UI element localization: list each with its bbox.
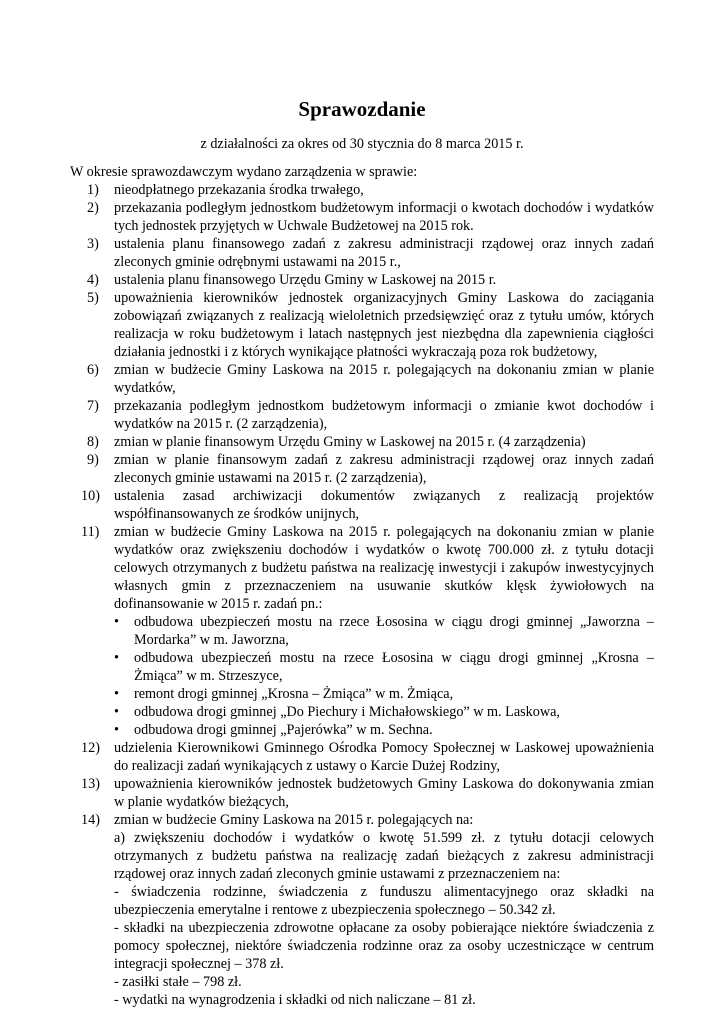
intro-text: W okresie sprawozdawczym wydano zarządzenia w sprawie:	[70, 164, 418, 180]
item-text: ustalenia planu finansowego zadań z zakresu administracji rządowej oraz innych zadań zleconych gminie odrębnymi ustawami na 2015 r.,	[114, 236, 654, 270]
document-subtitle: z działalności za okres od 30 stycznia do 8 marca 2015 r.	[200, 136, 524, 152]
bullet-item	[114, 721, 654, 739]
item-number: 14)	[81, 812, 100, 828]
bullet-text: odbudowa ubezpieczeń mostu na rzece Łososina w ciągu drogi gminnej „Jaworzna – Mordarka” w m. Jaworzna,	[134, 614, 654, 648]
sub-paragraph: - świadczenia rodzinne, świadczenia z funduszu alimentacyjnego oraz składki na ubezpieczenia emerytalne i rentowe z ubezpieczenia społecznego – 50.342 zł.	[114, 884, 654, 918]
item-text: zmian w budżecie Gminy Laskowa na 2015 r. polegających na dokonaniu zmian w planie wydatków oraz zwiększeniu dochodów i wydatków o kwotę 700.000 zł. z tytułu dotacji celowych otrzymanych z budżetu państwa na realizację inwestycji i zakupów inwestycyjnych własnych gmin z przeznaczeniem na usuwanie skutków klęsk żywiołowych na dofinansowanie w 2015 r. zadań pn.:	[114, 524, 654, 612]
item-text: zmian w planie finansowym Urzędu Gminy w Laskowej na 2015 r. (4 zarządzenia)	[114, 434, 586, 450]
item-text: przekazania podległym jednostkom budżetowym informacji o zmianie kwot dochodów i wydatków na 2015 r. (2 zarządzenia),	[114, 398, 654, 432]
ordinance-list	[70, 181, 654, 1009]
item-text: zmian w budżecie Gminy Laskowa na 2015 r. polegających na:	[114, 812, 474, 828]
bullet-text: remont drogi gminnej „Krosna – Żmiąca” w m. Żmiąca,	[134, 686, 454, 702]
sub-paragraph: - składki na ubezpieczenia zdrowotne opłacane za osoby pobierające niektóre świadczenia z pomocy społecznej, niektóre świadczenia rodzinne oraz za osoby uczestniczące w centrum integracji społecznej – 378 zł.	[114, 920, 654, 972]
bullet-icon: •	[114, 686, 119, 702]
item-text: nieodpłatnego przekazania środka trwałego,	[114, 182, 364, 198]
sub-paragraph: a) zwiększeniu dochodów i wydatków o kwotę 51.599 zł. z tytułu dotacji celowych otrzymanych z budżetu państwa na realizację zadań bieżących z zakresu administracji rządowej oraz innych zadań zleconych gminie ustawami z przeznaczeniem na:	[114, 830, 654, 882]
item-number: 1)	[87, 182, 99, 198]
document-page	[70, 96, 654, 1009]
item-number: 4)	[87, 272, 99, 288]
item-number: 3)	[87, 236, 99, 252]
item-text: zmian w budżecie Gminy Laskowa na 2015 r. polegających na dokonaniu zmian w planie wydatków,	[114, 362, 654, 396]
bullet-icon: •	[114, 704, 119, 720]
item-number: 12)	[81, 740, 100, 756]
sub-paragraph: - wydatki na wynagrodzenia i składki od nich naliczane – 81 zł.	[114, 992, 476, 1008]
list-item	[70, 523, 654, 739]
bullet-item	[114, 685, 654, 703]
item-number: 5)	[87, 290, 99, 306]
list-item	[70, 811, 654, 1009]
list-item	[70, 775, 654, 811]
list-item	[70, 289, 654, 361]
list-item	[70, 271, 654, 289]
bullet-icon: •	[114, 614, 119, 630]
item-number: 9)	[87, 452, 99, 468]
bullet-icon: •	[114, 722, 119, 738]
list-item	[70, 433, 654, 451]
sub-paragraph: - zasiłki stałe – 798 zł.	[114, 974, 242, 990]
task-bullet-list	[114, 613, 654, 739]
list-item	[70, 487, 654, 523]
bullet-item	[114, 649, 654, 685]
list-item	[70, 397, 654, 433]
item-number: 6)	[87, 362, 99, 378]
bullet-item	[114, 613, 654, 649]
item-number: 7)	[87, 398, 99, 414]
item-text: upoważnienia kierowników jednostek organizacyjnych Gminy Laskowa do zaciągania zobowiązań związanych z realizacją wieloletnich przedsięwzięć oraz z tytułu umów, których realizacja w roku budżetowym i latach następnych jest niezbędna dla zapewnienia ciągłości działania jednostki i z których wynikające płatności wykraczają poza rok budżetowy,	[114, 290, 654, 360]
bullet-item	[114, 703, 654, 721]
item-number: 13)	[81, 776, 100, 792]
list-item	[70, 739, 654, 775]
item-number: 11)	[81, 524, 100, 540]
bullet-icon: •	[114, 650, 119, 666]
list-item	[70, 199, 654, 235]
item-text: zmian w planie finansowym zadań z zakresu administracji rządowej oraz innych zadań zleconych gminie ustawami na 2015 r. (2 zarządzenia),	[114, 452, 654, 486]
item-number: 10)	[81, 488, 100, 504]
item-number: 8)	[87, 434, 99, 450]
item-text: ustalenia zasad archiwizacji dokumentów związanych z realizacją projektów współfinansowanych ze środków unijnych,	[114, 488, 654, 522]
list-item	[70, 181, 654, 199]
item-text: upoważnienia kierowników jednostek budżetowych Gminy Laskowa do dokonywania zmian w planie wydatków bieżących,	[114, 776, 654, 810]
document-title: Sprawozdanie	[298, 97, 426, 121]
bullet-text: odbudowa ubezpieczeń mostu na rzece Łososina w ciągu drogi gminnej „Krosna – Żmiąca” w m. Strzeszyce,	[134, 650, 654, 684]
item-text: przekazania podległym jednostkom budżetowym informacji o kwotach dochodów i wydatków tych jednostek przyjętych w Uchwale Budżetowej na 2015 rok.	[114, 200, 654, 234]
bullet-text: odbudowa drogi gminnej „Do Piechury i Michałowskiego” w m. Laskowa,	[134, 704, 560, 720]
list-item	[70, 361, 654, 397]
list-item	[70, 451, 654, 487]
item-text: udzielenia Kierownikowi Gminnego Ośrodka Pomocy Społecznej w Laskowej upoważnienia do realizacji zadań wynikających z ustawy o Karcie Dużej Rodziny,	[114, 740, 654, 774]
item-text: ustalenia planu finansowego Urzędu Gminy w Laskowej na 2015 r.	[114, 272, 497, 288]
bullet-text: odbudowa drogi gminnej „Pajerówka” w m. Sechna.	[134, 722, 433, 738]
list-item	[70, 235, 654, 271]
item-number: 2)	[87, 200, 99, 216]
